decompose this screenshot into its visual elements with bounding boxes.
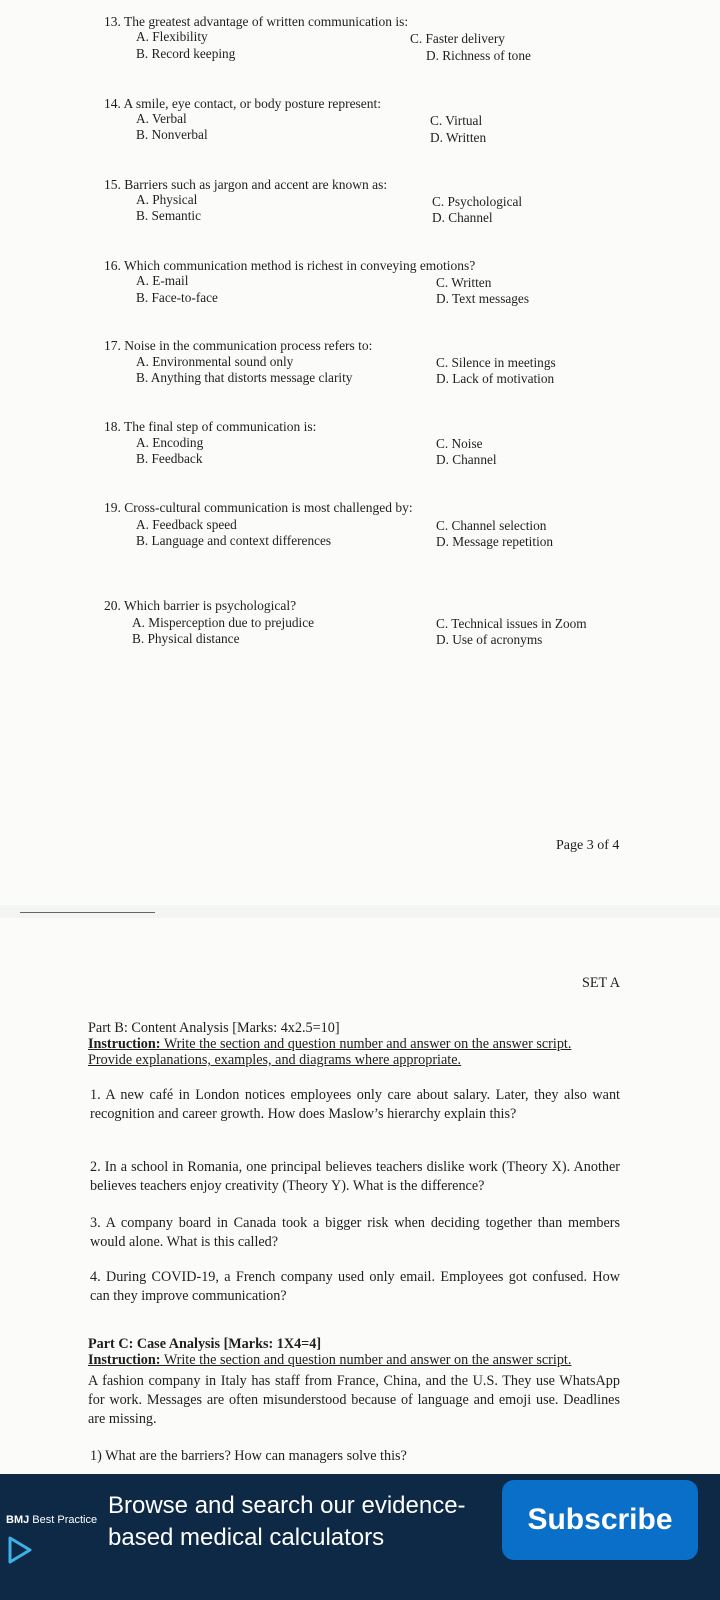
question-15-stem: 15. Barriers such as jargon and accent are known as: [104, 177, 388, 192]
question-18-stem: 18. The final step of communication is: [104, 419, 317, 434]
question-19-option-a: A. Feedback speed [136, 517, 237, 532]
question-14-option-a: A. Verbal [136, 111, 187, 126]
part-b-question-2: 2. In a school in Romania, one principal believes teachers dislike work (Theory X). Another believes teachers enjoy creativity (Theory Y). What is the difference? [90, 1159, 620, 1194]
subscribe-button[interactable]: Subscribe [502, 1480, 698, 1560]
question-17-option-a: A. Environmental sound only [136, 354, 294, 369]
question-18-option-b: B. Feedback [136, 451, 203, 466]
part-c-instruction-label: Instruction: [88, 1352, 161, 1368]
bmj-best-practice-logo [6, 1514, 97, 1526]
question-16-option-c: C. Written [436, 275, 492, 290]
question-16-stem: 16. Which communication method is richest in conveying emotions? [104, 258, 476, 273]
part-b-question-4: 4. During COVID-19, a French company used only email. Employees got confused. How can they improve communication? [90, 1269, 620, 1304]
question-15-option-b: B. Semantic [136, 208, 201, 223]
part-b-instruction-label: Instruction: [88, 1036, 161, 1052]
logo-brand: BMJ [6, 1514, 30, 1526]
question-14-stem: 14. A smile, eye contact, or body posture represent: [104, 96, 382, 111]
part-b-instruction [88, 1036, 571, 1053]
question-14-option-d: D. Written [430, 130, 487, 145]
question-13-option-b: B. Record keeping [136, 46, 236, 61]
part-b-question-1: 1. A new café in London notices employees only care about salary. Later, they also want recognition and career growth. How does Maslow’s hierarchy explain this? [90, 1087, 620, 1122]
question-17-option-d: D. Lack of motivation [436, 371, 555, 386]
question-19-option-b: B. Language and context differences [136, 533, 332, 548]
play-triangle-icon[interactable] [6, 1536, 34, 1564]
page-divider [20, 912, 155, 913]
part-b-instruction-line2: Provide explanations, examples, and diagrams where appropriate. [88, 1052, 462, 1068]
part-b-instruction-text: Write the section and question number and answer on the answer script. [160, 1036, 572, 1052]
question-18-option-c: C. Noise [436, 436, 483, 451]
question-18-option-d: D. Channel [436, 452, 497, 467]
question-14-option-b: B. Nonverbal [136, 127, 208, 142]
question-19-option-d: D. Message repetition [436, 534, 554, 549]
question-19-stem: 19. Cross-cultural communication is most challenged by: [104, 500, 413, 515]
question-17-option-b: B. Anything that distorts message clarity [136, 370, 353, 385]
question-16-option-b: B. Face-to-face [136, 290, 218, 305]
question-20-option-c: C. Technical issues in Zoom [436, 616, 587, 631]
logo-product: Best Practice [29, 1514, 98, 1526]
question-13-option-d: D. Richness of tone [426, 48, 531, 63]
question-17-option-c: C. Silence in meetings [436, 355, 556, 370]
question-16-option-d: D. Text messages [436, 291, 529, 306]
question-20-option-a: A. Misperception due to prejudice [132, 615, 315, 630]
question-14-option-c: C. Virtual [430, 113, 483, 128]
page-number: Page 3 of 4 [556, 838, 620, 853]
question-13-option-a: A. Flexibility [136, 29, 208, 44]
question-15-option-a: A. Physical [136, 192, 198, 207]
question-13-option-c: C. Faster delivery [410, 31, 505, 46]
question-19-option-c: C. Channel selection [436, 518, 547, 533]
ad-copy: Browse and search our evidence-based medical calculators [108, 1492, 466, 1551]
question-17-stem: 17. Noise in the communication process refers to: [104, 338, 373, 353]
part-b-heading: Part B: Content Analysis [Marks: 4x2.5=10] [88, 1020, 340, 1036]
question-20-option-d: D. Use of acronyms [436, 632, 543, 647]
part-c-case: A fashion company in Italy has staff from France, China, and the U.S. They use WhatsApp for work. Messages are often misunderstood because of language and emoji use. Deadlines are missing. [88, 1373, 620, 1427]
question-20-option-b: B. Physical distance [132, 631, 240, 646]
ad-banner[interactable] [0, 1474, 720, 1600]
part-b-question-3: 3. A company board in Canada took a bigger risk when deciding together than members would alone. What is this called? [90, 1215, 620, 1250]
part-c-instruction [88, 1352, 571, 1369]
question-15-option-d: D. Channel [432, 210, 493, 225]
set-label: SET A [582, 975, 620, 991]
question-16-option-a: A. E-mail [136, 273, 189, 288]
part-c-question-1: 1) What are the barriers? How can managers solve this? [90, 1448, 407, 1464]
exam-page-4 [0, 918, 720, 1474]
part-c-instruction-text: Write the section and question number and answer on the answer script. [160, 1352, 572, 1368]
question-13-stem: 13. The greatest advantage of written communication is: [104, 14, 409, 29]
question-15-option-c: C. Psychological [432, 194, 523, 209]
question-20-stem: 20. Which barrier is psychological? [104, 598, 297, 613]
part-c-heading: Part C: Case Analysis [Marks: 1X4=4] [88, 1336, 322, 1352]
question-18-option-a: A. Encoding [136, 435, 204, 450]
